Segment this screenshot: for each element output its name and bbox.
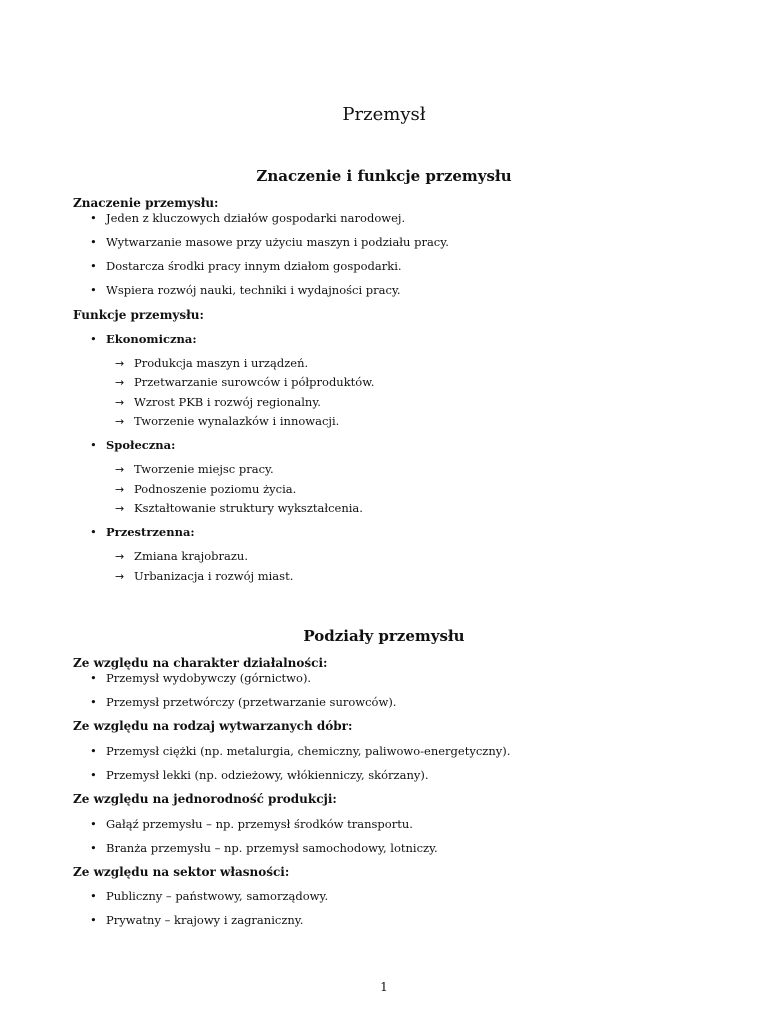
list-item: • Branża przemysłu – np. przemysł samochodowy, lotniczy.: [90, 841, 438, 855]
list-item: • Dostarcza środki pracy innym działom gospodarki.: [90, 259, 402, 273]
arrow-right-icon: →: [115, 376, 125, 389]
list-item: → Urbanizacja i rozwój miast.: [115, 569, 294, 583]
section-heading-podzialy: Podziały przemysłu: [303, 627, 465, 645]
znaczenie-label: Znaczenie przemysłu:: [73, 196, 219, 210]
list-item: → Przetwarzanie surowców i półproduktów.: [115, 375, 375, 389]
list-item: • Jeden z kluczowych działów gospodarki narodowej.: [90, 211, 406, 225]
page-number: 1: [380, 980, 388, 994]
arrow-right-icon: →: [115, 502, 125, 515]
podzial-label: Ze względu na jednorodność produkcji:: [73, 792, 337, 806]
section-heading-znaczenie: Znaczenie i funkcje przemysłu: [256, 167, 512, 185]
arrow-right-icon: →: [115, 396, 125, 409]
arrow-right-icon: →: [115, 463, 125, 476]
list-item: → Produkcja maszyn i urządzeń.: [115, 356, 309, 370]
list-item: → Tworzenie wynalazków i innowacji.: [115, 414, 340, 428]
list-item: • Przemysł ciężki (np. metalurgia, chemiczny, paliwowo-energetyczny).: [90, 744, 511, 758]
arrow-right-icon: →: [115, 483, 125, 496]
function-group-spoleczna: • Społeczna:: [90, 438, 176, 452]
function-group-przestrzenna: • Przestrzenna:: [90, 525, 195, 539]
list-item: • Prywatny – krajowy i zagraniczny.: [90, 913, 304, 927]
list-item: → Tworzenie miejsc pracy.: [115, 462, 274, 476]
arrow-right-icon: →: [115, 415, 125, 428]
podzial-label: Ze względu na charakter działalności:: [73, 656, 328, 670]
list-item: • Gałąź przemysłu – np. przemysł środków transportu.: [90, 817, 413, 831]
funkcje-label: Funkcje przemysłu:: [73, 308, 204, 322]
list-item: • Przemysł przetwórczy (przetwarzanie surowców).: [90, 695, 397, 709]
arrow-right-icon: →: [115, 550, 125, 563]
podzial-label: Ze względu na sektor własności:: [73, 865, 290, 879]
function-group-ekonomiczna: • Ekonomiczna:: [90, 332, 197, 346]
list-item: • Przemysł lekki (np. odzieżowy, włókienniczy, skórzany).: [90, 768, 429, 782]
list-item: • Przemysł wydobywczy (górnictwo).: [90, 671, 312, 685]
podzial-label: Ze względu na rodzaj wytwarzanych dóbr:: [73, 719, 353, 733]
arrow-right-icon: →: [115, 570, 125, 583]
list-item: • Wytwarzanie masowe przy użyciu maszyn i podziału pracy.: [90, 235, 449, 249]
list-item: • Wspiera rozwój nauki, techniki i wydajności pracy.: [90, 283, 401, 297]
document-title: Przemysł: [342, 104, 426, 125]
list-item: → Podnoszenie poziomu życia.: [115, 482, 297, 496]
list-item: • Publiczny – państwowy, samorządowy.: [90, 889, 329, 903]
list-item: → Wzrost PKB i rozwój regionalny.: [115, 395, 321, 409]
list-item: → Kształtowanie struktury wykształcenia.: [115, 501, 363, 515]
arrow-right-icon: →: [115, 357, 125, 370]
list-item: → Zmiana krajobrazu.: [115, 549, 248, 563]
